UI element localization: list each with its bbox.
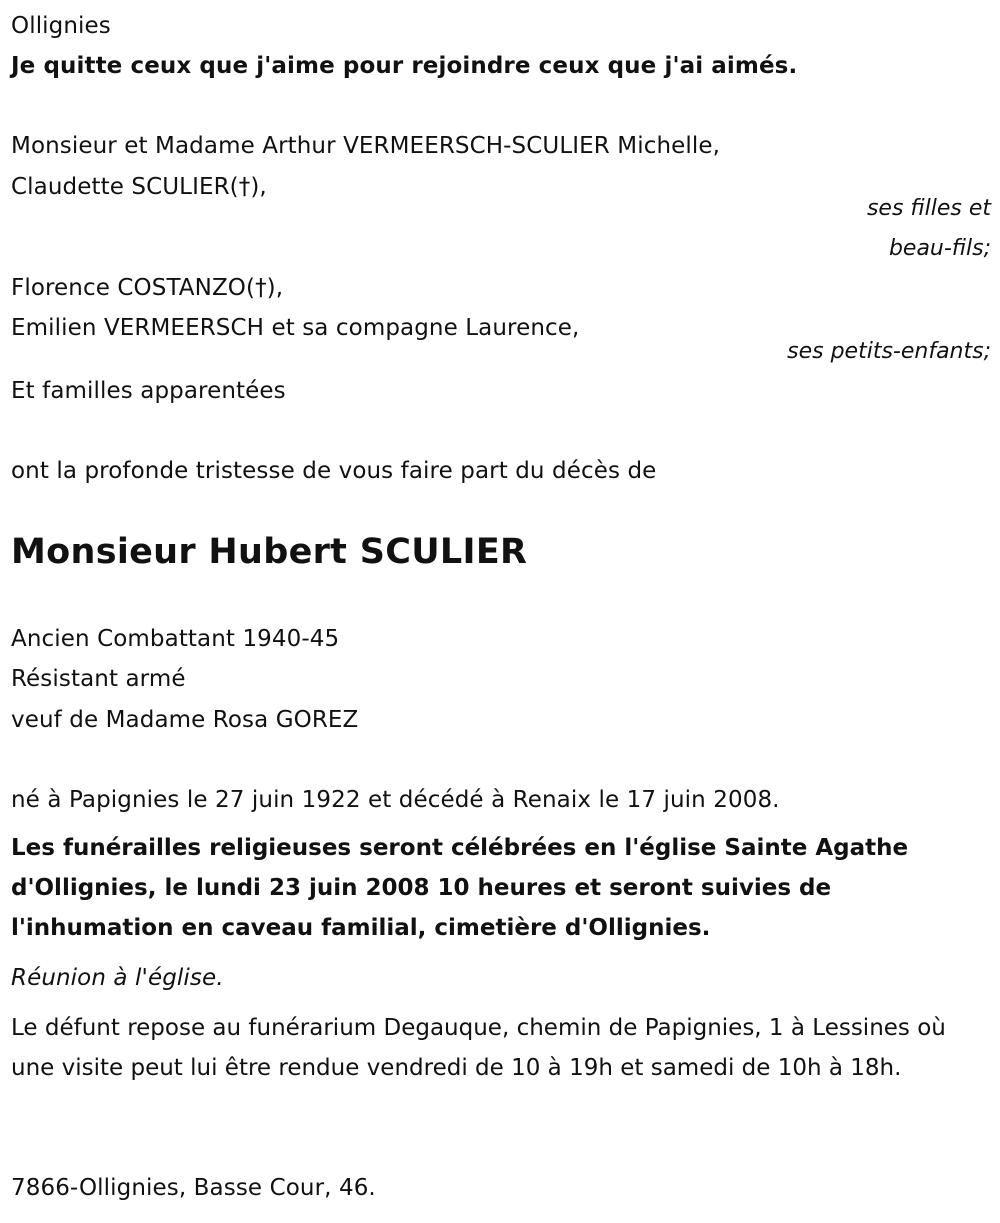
detail-resistance: Résistant armé	[11, 666, 186, 692]
grandchildren-relation: ses petits-enfants;	[787, 339, 991, 364]
address-line: 7866-Ollignies, Basse Cour, 46.	[11, 1175, 376, 1201]
daughters-relation-line-2: beau-fils;	[888, 236, 991, 261]
detail-widower: veuf de Madame Rosa GOREZ	[11, 707, 359, 733]
daughters-line-2: Claudette SCULIER(†),	[11, 174, 267, 200]
locality-heading: Ollignies	[11, 13, 111, 39]
daughters-relation-line-1: ses filles et	[866, 196, 991, 221]
quote-text: Je quitte ceux que j'aime pour rejoindre ceux que j'ai aimés.	[11, 53, 798, 79]
viewing-info: Le défunt repose au funérarium Degauque, chemin de Papignies, 1 à Lessines où une visite peut lui être rendue vendredi de 10 à 19h et samedi de 10h à 18h.	[11, 1015, 946, 1081]
announcement-intro: ont la profonde tristesse de vous faire part du décès de	[11, 458, 657, 484]
families-line: Et familles apparentées	[11, 378, 286, 404]
detail-veteran: Ancien Combattant 1940-45	[11, 626, 340, 652]
daughters-line-1: Monsieur et Madame Arthur VERMEERSCH-SCULIER Michelle,	[11, 133, 721, 159]
grandchildren-line-1: Florence COSTANZO(†),	[11, 275, 284, 301]
grandchildren-line-2: Emilien VERMEERSCH et sa compagne Laurence,	[11, 315, 580, 341]
deceased-name: Monsieur Hubert SCULIER	[11, 532, 528, 572]
funeral-ceremony: Les funérailles religieuses seront célébrées en l'église Sainte Agathe d'Ollignies, le lundi 23 juin 2008 10 heures et seront suivies de l'inhumation en caveau familial, cimetière d'Ollignies.	[11, 835, 909, 941]
birth-death-line: né à Papignies le 27 juin 1922 et décédé à Renaix le 17 juin 2008.	[11, 787, 780, 813]
meeting-note: Réunion à l'église.	[11, 965, 224, 991]
